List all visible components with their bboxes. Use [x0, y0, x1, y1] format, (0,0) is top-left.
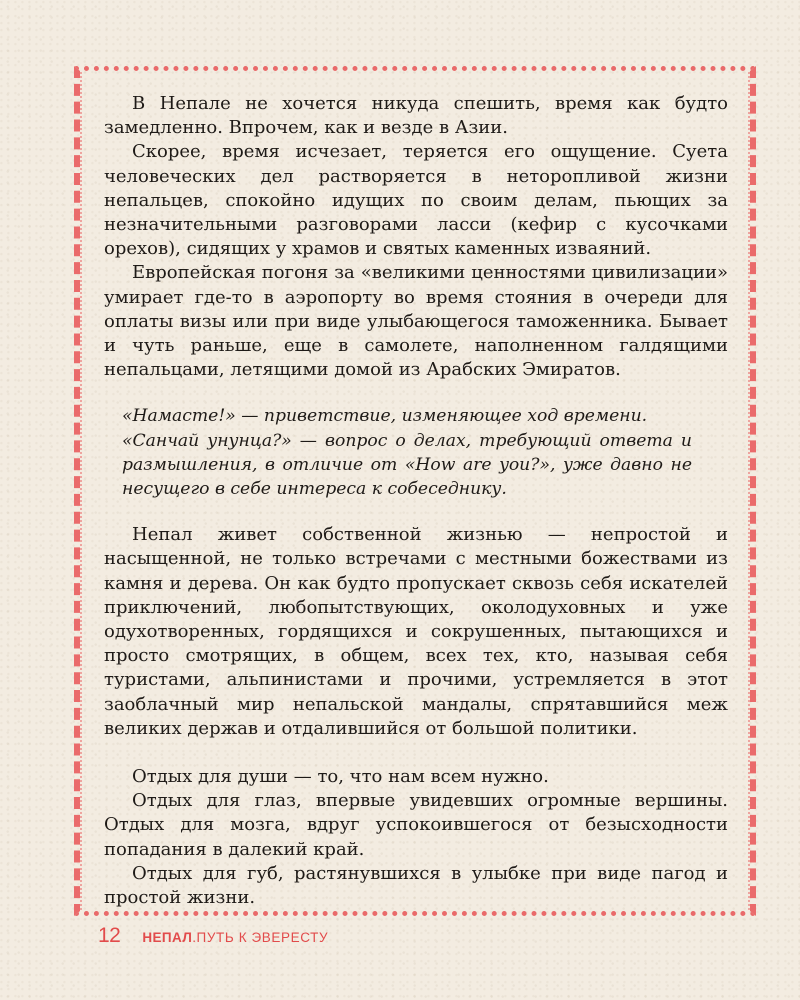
italic-quote-block [122, 404, 692, 501]
paragraph-rest-eyes: Отдых для глаз, впервые увидевших огромные вершины. Отдых для мозга, вдруг успокоившегося от безысходности попадания в далекий край. [104, 790, 728, 860]
quote-line-sanchai: «Санчай унунца?» — вопрос о делах, требующий ответа и размышления, в отличие от «How are you?», уже давно не несущего в себе интереса к собеседнику. [122, 430, 692, 500]
article-body [104, 92, 728, 910]
paragraph-rest-soul: Отдых для души — то, что нам всем нужно. [132, 766, 549, 788]
quote-line-namaste: «Намасте!» — приветствие, изменяющее ход времени. [122, 406, 648, 427]
book-brand: НЕПАЛ [142, 930, 193, 945]
paragraph-intro: В Непале не хочется никуда спешить, время как будто замедленно. Впрочем, как и везде в Азии. [104, 93, 728, 139]
paragraph-nepal-life: Непал живет собственной жизнью — непростой и насыщенной, не только встречами с местными божествами из камня и дерева. Он как будто пропускает сквозь себя искателей приключений, любопытствующих, околодуховных и уже одухотворенных, гордящихся и сокрушенных, пытающихся и просто смотрящих, в общем, всех тех, кто, называя себя туристами, альпинистами и прочими, устремляется в этот заоблачный мир непальской мандалы, спрятавшийся меж великих держав и отдалившийся от большой политики. [104, 524, 728, 739]
paragraph-rest-lips: Отдых для губ, растянувшихся в улыбке при виде пагод и простой жизни. [104, 862, 728, 909]
paragraph-time: Скорее, время исчезает, теряется его ощущение. Суета человеческих дел растворяется в неторопливой жизни непальцев, спокойно идущих по своим делам, пьющих за незначительными разговорами ласси (кефир с кусочками орехов), сидящих у храмов и святых каменных изваяний. [104, 141, 728, 260]
paragraph-europe: Европейская погоня за «великими ценностями цивилизации» умирает где-то в аэропорту во время стояния в очереди для оплаты визы или при виде улыбающегося таможенника. Бывает и чуть раньше, еще в самолете, наполненном галдящими непальцами, летящими домой из Арабских Эмиратов. [104, 262, 728, 381]
book-subtitle: .ПУТЬ К ЭВЕРЕСТУ [192, 930, 329, 945]
page-footer [98, 924, 328, 948]
page-number: 12 [98, 924, 121, 947]
